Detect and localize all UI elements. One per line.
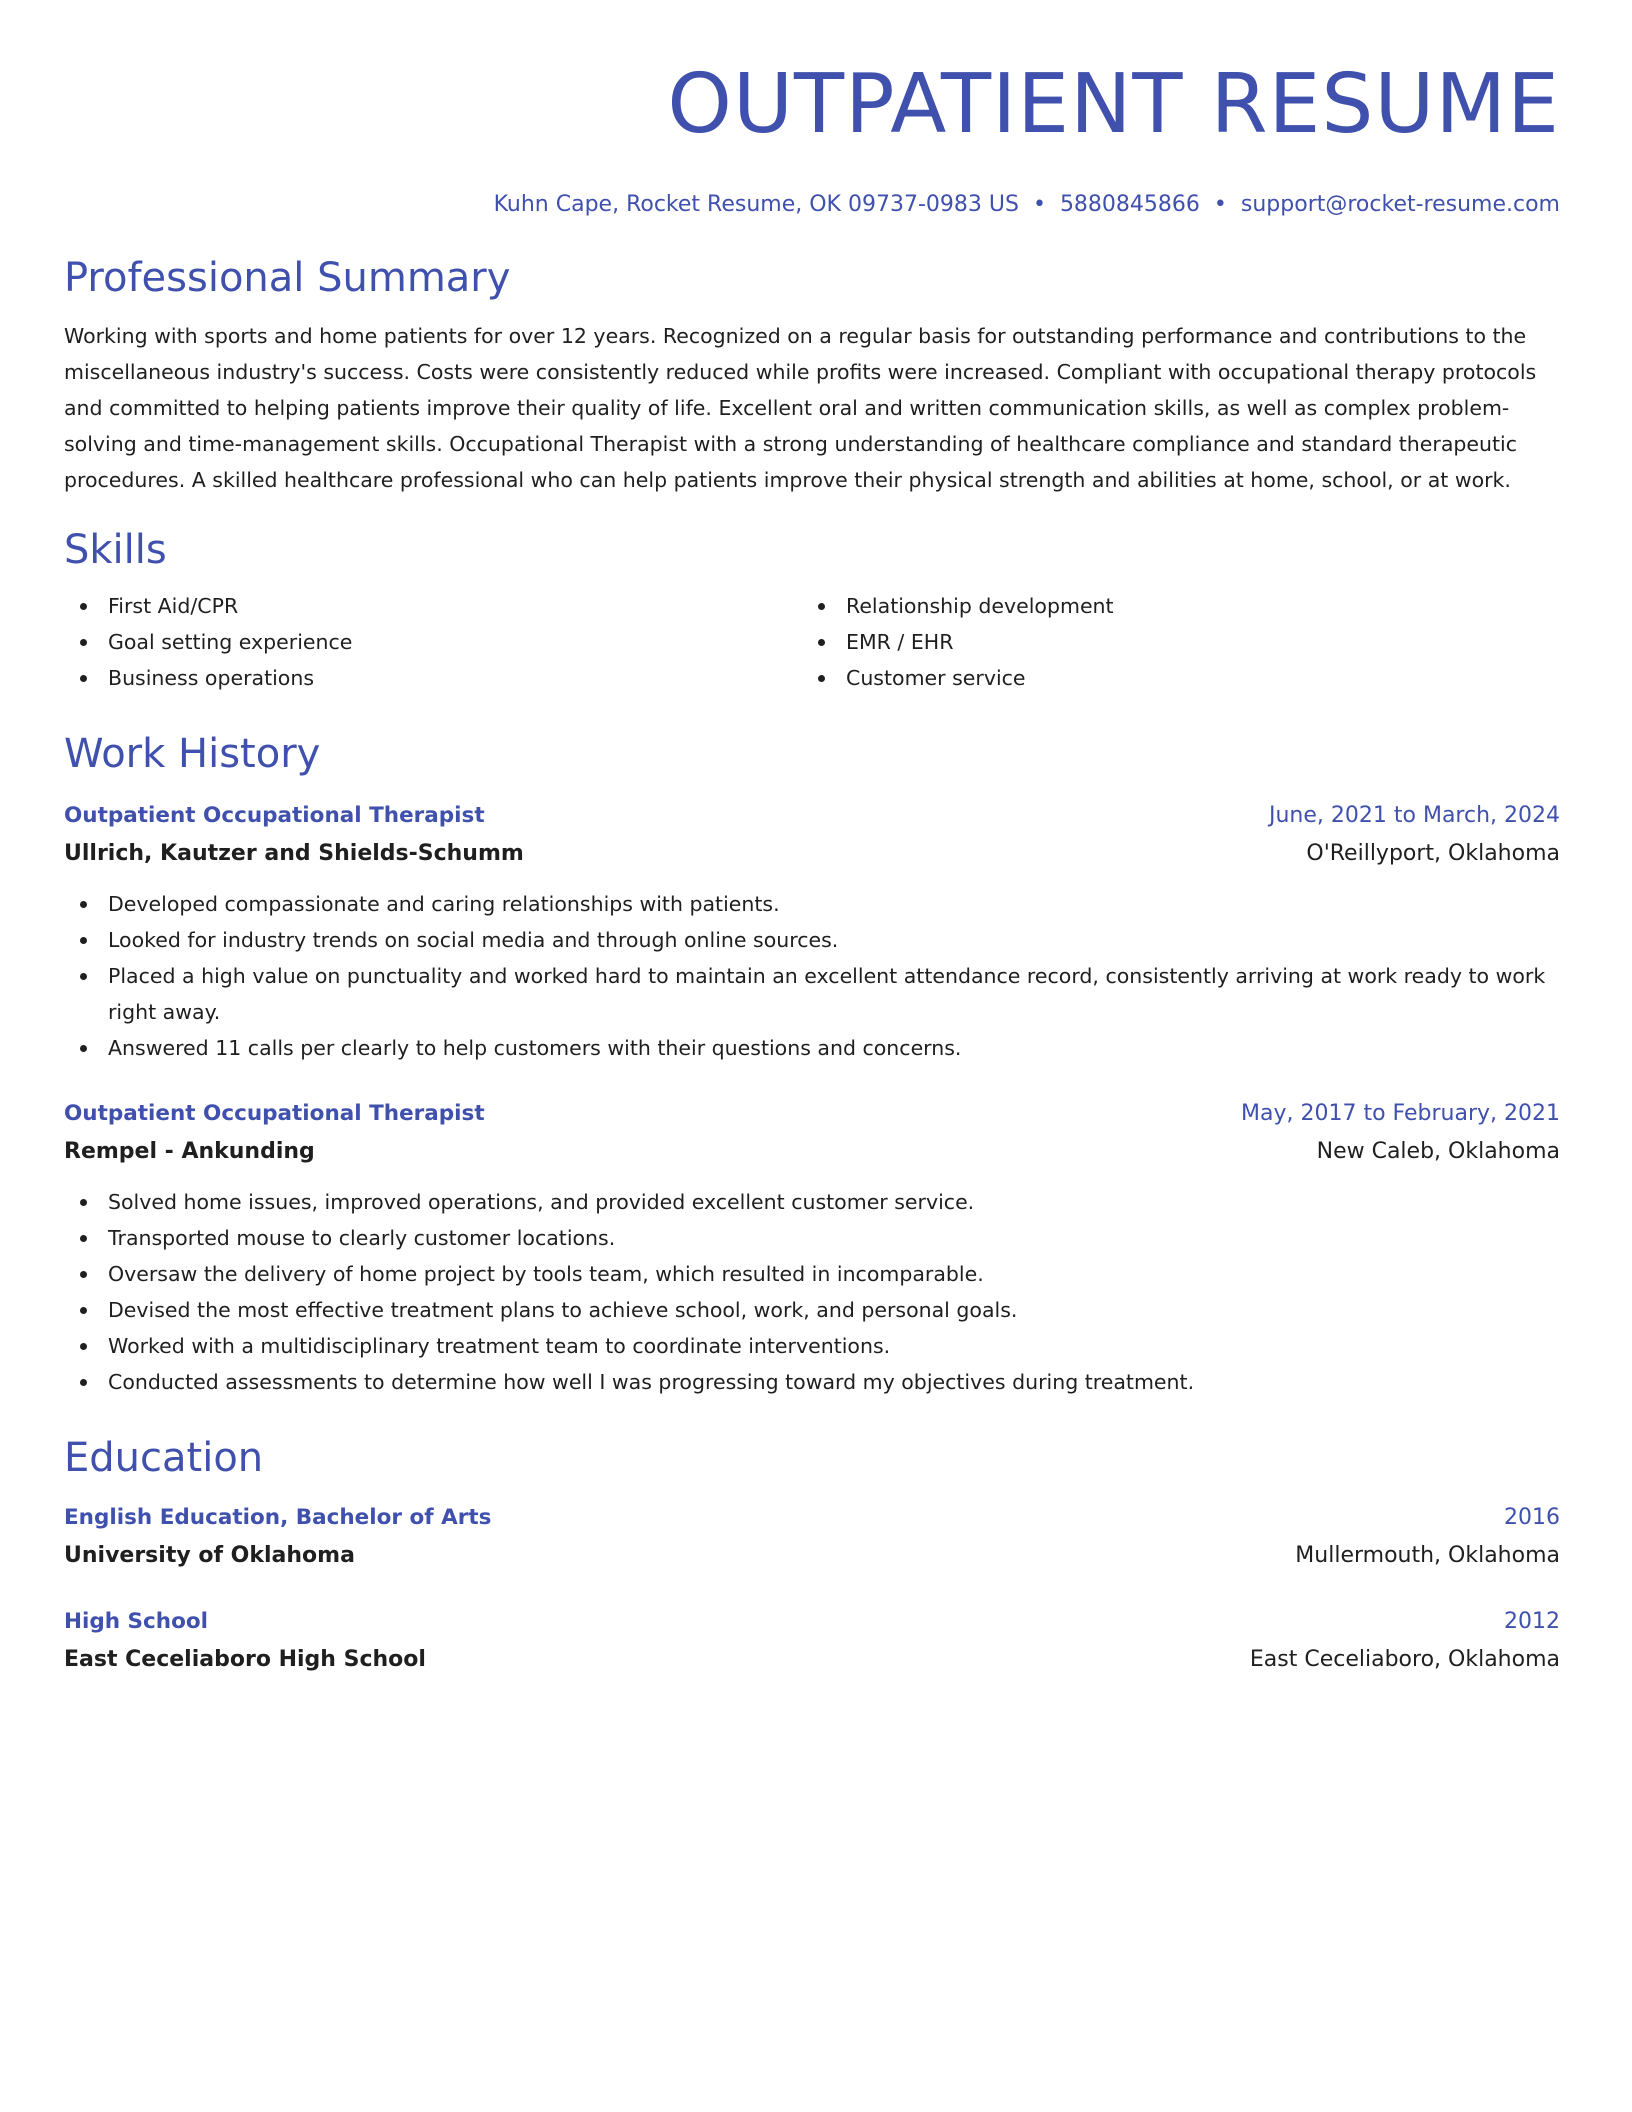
job-bullet bbox=[64, 1184, 1560, 1220]
job-location: O'Reillyport, Oklahoma bbox=[1306, 841, 1560, 866]
skill-label: EMR / EHR bbox=[846, 630, 954, 654]
job-bullet-text: Looked for industry trends on social media and through online sources. bbox=[108, 928, 839, 952]
job-bullet bbox=[64, 958, 1560, 1030]
job-bullet bbox=[64, 886, 1560, 922]
contact-address: Kuhn Cape, Rocket Resume, OK 09737-0983 US bbox=[493, 192, 1019, 217]
education-school-row bbox=[64, 1640, 1560, 1680]
skills-left-column bbox=[64, 588, 802, 696]
bullet-icon bbox=[80, 1271, 87, 1278]
job-bullet-text: Conducted assessments to determine how well I was progressing toward my objectives during treatment. bbox=[108, 1370, 1195, 1394]
job-location: New Caleb, Oklahoma bbox=[1316, 1139, 1560, 1164]
job-bullet bbox=[64, 922, 1560, 958]
job-bullet bbox=[64, 1364, 1560, 1400]
education-entry bbox=[64, 1604, 1560, 1680]
bullet-icon bbox=[818, 639, 825, 646]
job-bullet-text: Answered 11 calls per clearly to help customers with their questions and concerns. bbox=[108, 1036, 962, 1060]
company-name: Rempel - Ankunding bbox=[64, 1139, 315, 1164]
contact-separator: • bbox=[1032, 192, 1046, 217]
work-entry bbox=[64, 798, 1560, 1066]
skills-right-column bbox=[802, 588, 1540, 696]
skill-item bbox=[802, 660, 1540, 696]
skill-label: Business operations bbox=[108, 666, 315, 690]
work-entry-title-row bbox=[64, 798, 1560, 834]
bullet-icon bbox=[80, 1045, 87, 1052]
job-bullet bbox=[64, 1292, 1560, 1328]
contact-line bbox=[64, 190, 1560, 220]
education-degree-row bbox=[64, 1604, 1560, 1640]
degree-name: English Education, Bachelor of Arts bbox=[64, 1505, 492, 1530]
school-location: Mullermouth, Oklahoma bbox=[1295, 1543, 1560, 1568]
contact-email: support@rocket-resume.com bbox=[1240, 192, 1560, 217]
job-bullets bbox=[64, 886, 1560, 1066]
work-entry-company-row bbox=[64, 1132, 1560, 1172]
bullet-icon bbox=[818, 675, 825, 682]
bullet-icon bbox=[80, 1379, 87, 1386]
skill-label: Goal setting experience bbox=[108, 630, 353, 654]
bullet-icon bbox=[80, 1343, 87, 1350]
summary-heading: Professional Summary bbox=[64, 255, 511, 301]
summary-text: Working with sports and home patients for over 12 years. Recognized on a regular basis for outstanding performance and contributions to the miscellaneous industry's success. Costs were consistently reduced while profits were increased. Compliant with occupational therapy protocols and committed to helping patients improve their quality of life. Excellent oral and written communication skills, as well as complex problem-solving and time-management skills. Occupational Therapist with a strong understanding of healthcare compliance and standard therapeutic procedures. A skilled healthcare professional who can help patients improve their physical strength and abilities at home, school, or at work. bbox=[64, 324, 1537, 492]
bullet-icon bbox=[80, 639, 87, 646]
skill-item bbox=[64, 660, 802, 696]
bullet-icon bbox=[80, 901, 87, 908]
skills-columns bbox=[64, 588, 1560, 696]
work-entry bbox=[64, 1096, 1560, 1400]
bullet-icon bbox=[818, 603, 825, 610]
graduation-year: 2012 bbox=[1504, 1609, 1560, 1634]
school-name: University of Oklahoma bbox=[64, 1543, 355, 1568]
bullet-icon bbox=[80, 1199, 87, 1206]
education-heading: Education bbox=[64, 1435, 264, 1481]
skill-item bbox=[802, 588, 1540, 624]
skill-item bbox=[802, 624, 1540, 660]
job-bullets bbox=[64, 1184, 1560, 1400]
bullet-icon bbox=[80, 1307, 87, 1314]
skills-heading: Skills bbox=[64, 527, 167, 573]
bullet-icon bbox=[80, 675, 87, 682]
work-entry-title-row bbox=[64, 1096, 1560, 1132]
degree-name: High School bbox=[64, 1609, 208, 1634]
job-bullet-text: Worked with a multidisciplinary treatment team to coordinate interventions. bbox=[108, 1334, 891, 1358]
company-name: Ullrich, Kautzer and Shields-Schumm bbox=[64, 841, 524, 866]
skill-label: Relationship development bbox=[846, 594, 1114, 618]
job-bullet-text: Developed compassionate and caring relationships with patients. bbox=[108, 892, 780, 916]
job-bullet-text: Transported mouse to clearly customer locations. bbox=[108, 1226, 616, 1250]
skill-item bbox=[64, 588, 802, 624]
job-bullet-text: Devised the most effective treatment plans to achieve school, work, and personal goals. bbox=[108, 1298, 1018, 1322]
job-title: Outpatient Occupational Therapist bbox=[64, 803, 485, 828]
skill-item bbox=[64, 624, 802, 660]
bullet-icon bbox=[80, 973, 87, 980]
bullet-icon bbox=[80, 1235, 87, 1242]
education-degree-row bbox=[64, 1500, 1560, 1536]
job-dates: June, 2021 to March, 2024 bbox=[1269, 803, 1560, 828]
job-bullet bbox=[64, 1328, 1560, 1364]
education-school-row bbox=[64, 1536, 1560, 1576]
graduation-year: 2016 bbox=[1504, 1505, 1560, 1530]
job-bullet-text: Placed a high value on punctuality and worked hard to maintain an excellent attendance record, consistently arriving at work ready to work right away. bbox=[108, 964, 1546, 1024]
job-bullet bbox=[64, 1030, 1560, 1066]
contact-separator: • bbox=[1213, 192, 1227, 217]
contact-phone: 5880845866 bbox=[1059, 192, 1200, 217]
job-title: Outpatient Occupational Therapist bbox=[64, 1101, 485, 1126]
job-bullet bbox=[64, 1256, 1560, 1292]
school-location: East Ceceliaboro, Oklahoma bbox=[1249, 1647, 1560, 1672]
work-history-heading: Work History bbox=[64, 731, 321, 777]
skill-label: First Aid/CPR bbox=[108, 594, 239, 618]
bullet-icon bbox=[80, 603, 87, 610]
skill-label: Customer service bbox=[846, 666, 1026, 690]
resume-page bbox=[64, 0, 1560, 1680]
school-name: East Ceceliaboro High School bbox=[64, 1647, 426, 1672]
work-entry-company-row bbox=[64, 834, 1560, 874]
job-bullet bbox=[64, 1220, 1560, 1256]
job-bullet-text: Solved home issues, improved operations, and provided excellent customer service. bbox=[108, 1190, 975, 1214]
job-dates: May, 2017 to February, 2021 bbox=[1241, 1101, 1560, 1126]
bullet-icon bbox=[80, 937, 87, 944]
job-bullet-text: Oversaw the delivery of home project by tools team, which resulted in incomparable. bbox=[108, 1262, 984, 1286]
resume-title: OUTPATIENT RESUME bbox=[667, 57, 1560, 152]
education-entry bbox=[64, 1500, 1560, 1576]
